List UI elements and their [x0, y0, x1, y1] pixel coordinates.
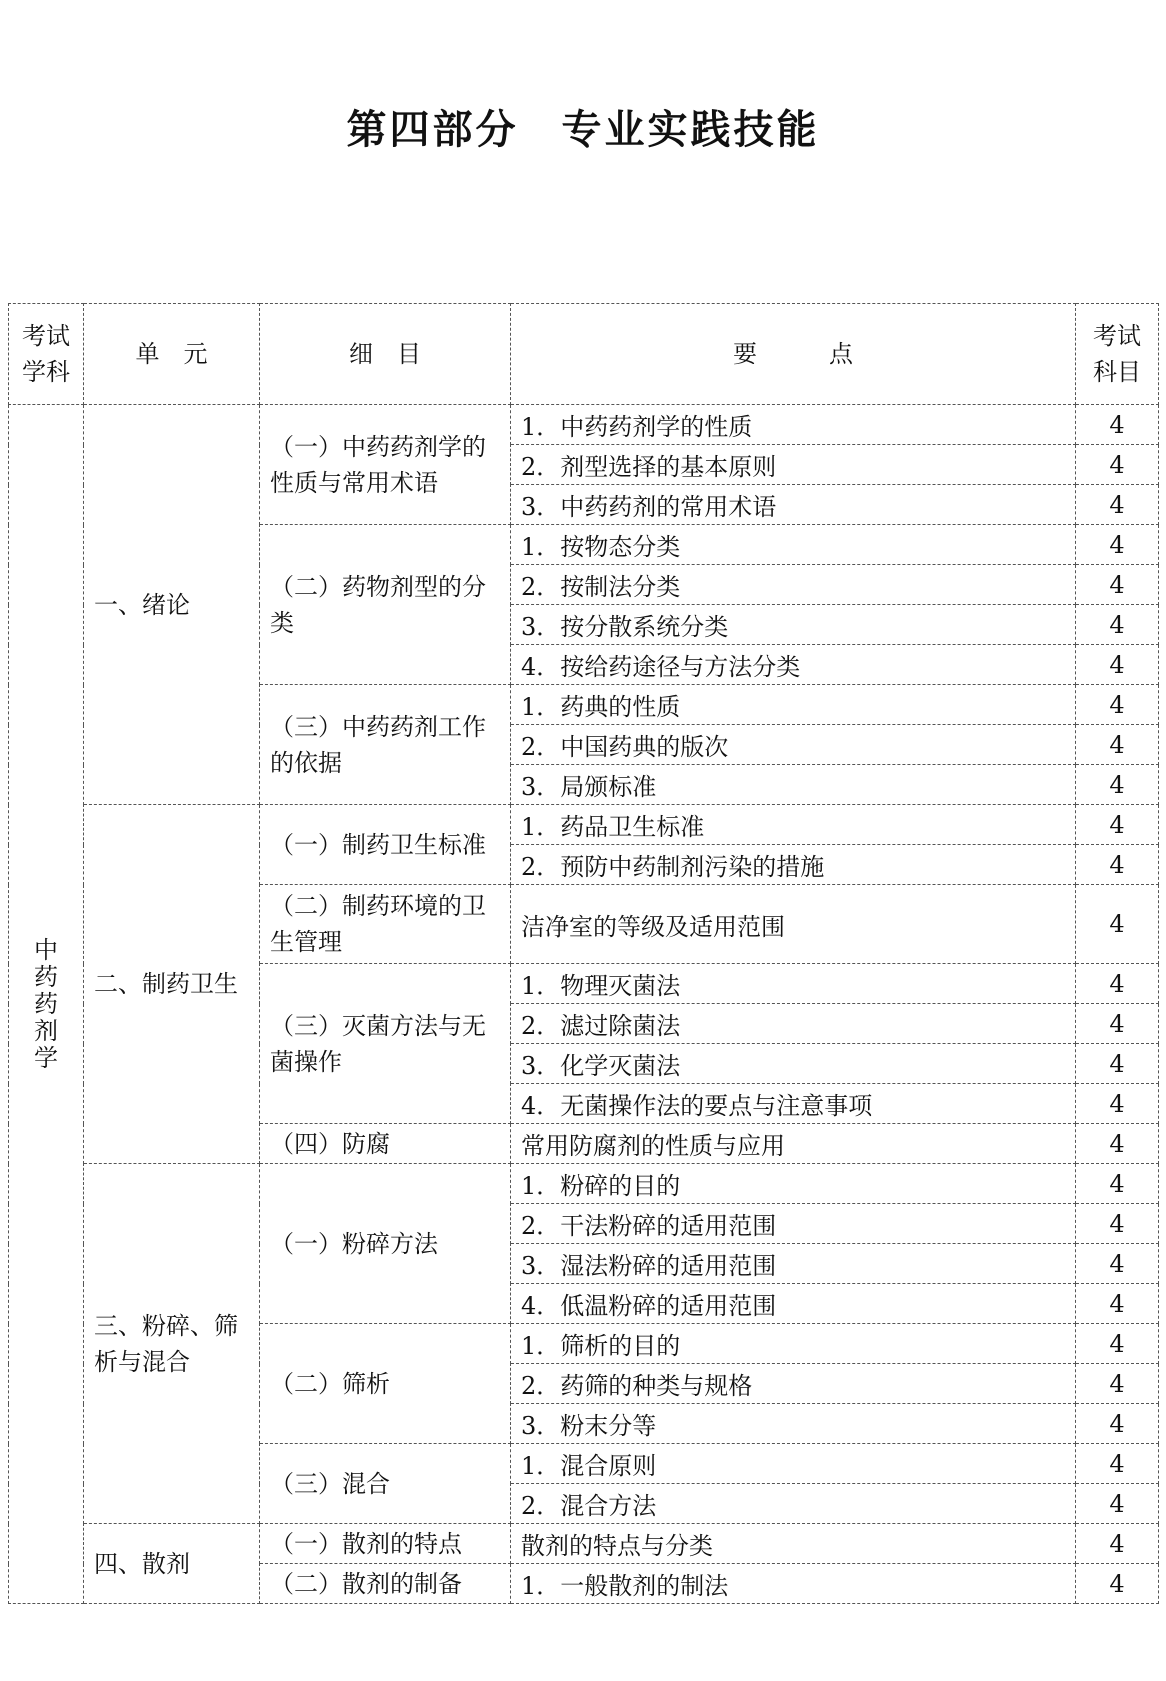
point-cell: 1．物理灭菌法	[511, 964, 1076, 1004]
level-cell: 4	[1076, 1484, 1159, 1524]
level-cell: 4	[1076, 1364, 1159, 1404]
point-cell: 2．剂型选择的基本原则	[511, 445, 1076, 485]
table-header-row	[9, 304, 1159, 405]
point-cell: 2．滤过除菌法	[511, 1004, 1076, 1044]
level-cell: 4	[1076, 1204, 1159, 1244]
detail-cell: （三）中药药剂工作的依据	[260, 685, 511, 805]
level-cell: 4	[1076, 525, 1159, 565]
point-cell: 常用防腐剂的性质与应用	[511, 1124, 1076, 1164]
level-cell: 4	[1076, 1124, 1159, 1164]
header-subject: 考试学科	[9, 304, 84, 405]
point-cell: 1．按物态分类	[511, 525, 1076, 565]
level-cell: 4	[1076, 1164, 1159, 1204]
detail-cell: （一）中药药剂学的性质与常用术语	[260, 405, 511, 525]
point-cell: 2．药筛的种类与规格	[511, 1364, 1076, 1404]
level-cell: 4	[1076, 1004, 1159, 1044]
point-cell: 3．局颁标准	[511, 765, 1076, 805]
level-cell: 4	[1076, 1284, 1159, 1324]
point-cell: 1．药品卫生标准	[511, 805, 1076, 845]
level-cell: 4	[1076, 565, 1159, 605]
point-cell: 1．筛析的目的	[511, 1324, 1076, 1364]
header-detail: 细 目	[260, 304, 511, 405]
header-level: 考试科目	[1076, 304, 1159, 405]
point-cell: 2．按制法分类	[511, 565, 1076, 605]
level-cell: 4	[1076, 605, 1159, 645]
detail-cell: （一）制药卫生标准	[260, 805, 511, 885]
point-cell: 2．干法粉碎的适用范围	[511, 1204, 1076, 1244]
point-cell: 2．中国药典的版次	[511, 725, 1076, 765]
point-cell: 3．按分散系统分类	[511, 605, 1076, 645]
point-cell: 4．低温粉碎的适用范围	[511, 1284, 1076, 1324]
syllabus-table	[8, 303, 1159, 1604]
level-cell: 4	[1076, 645, 1159, 685]
point-cell: 1．药典的性质	[511, 685, 1076, 725]
point-cell: 1．混合原则	[511, 1444, 1076, 1484]
subject-cell	[9, 405, 84, 1604]
level-cell: 4	[1076, 885, 1159, 964]
level-cell: 4	[1076, 1564, 1159, 1604]
point-cell: 2．混合方法	[511, 1484, 1076, 1524]
table-body	[9, 405, 1159, 1604]
level-cell: 4	[1076, 445, 1159, 485]
point-cell: 1．一般散剂的制法	[511, 1564, 1076, 1604]
level-cell: 4	[1076, 1524, 1159, 1564]
point-cell: 3．湿法粉碎的适用范围	[511, 1244, 1076, 1284]
level-cell: 4	[1076, 765, 1159, 805]
detail-cell: （二）筛析	[260, 1324, 511, 1444]
point-cell: 洁净室的等级及适用范围	[511, 885, 1076, 964]
point-cell: 4．按给药途径与方法分类	[511, 645, 1076, 685]
unit-cell: 一、绪论	[84, 405, 260, 805]
header-point: 要 点	[511, 304, 1076, 405]
level-cell: 4	[1076, 805, 1159, 845]
point-cell: 散剂的特点与分类	[511, 1524, 1076, 1564]
level-cell: 4	[1076, 964, 1159, 1004]
point-cell: 2．预防中药制剂污染的措施	[511, 845, 1076, 885]
point-cell: 1．中药药剂学的性质	[511, 405, 1076, 445]
detail-cell: （三）灭菌方法与无菌操作	[260, 964, 511, 1124]
detail-cell: （二）制药环境的卫生管理	[260, 885, 511, 964]
point-cell: 3．中药药剂的常用术语	[511, 485, 1076, 525]
point-cell: 4．无菌操作法的要点与注意事项	[511, 1084, 1076, 1124]
unit-cell: 三、粉碎、筛析与混合	[84, 1164, 260, 1524]
table-row	[9, 1164, 1159, 1204]
detail-cell: （三）混合	[260, 1444, 511, 1524]
page-title: 第四部分 专业实践技能	[346, 107, 820, 153]
header-unit: 单 元	[84, 304, 260, 405]
level-cell: 4	[1076, 685, 1159, 725]
unit-cell: 二、制药卫生	[84, 805, 260, 1164]
unit-cell: 四、散剂	[84, 1524, 260, 1604]
level-cell: 4	[1076, 1084, 1159, 1124]
level-cell: 4	[1076, 1324, 1159, 1364]
level-cell: 4	[1076, 845, 1159, 885]
level-cell: 4	[1076, 405, 1159, 445]
point-cell: 3．粉末分等	[511, 1404, 1076, 1444]
level-cell: 4	[1076, 485, 1159, 525]
level-cell: 4	[1076, 1444, 1159, 1484]
point-cell: 3．化学灭菌法	[511, 1044, 1076, 1084]
level-cell: 4	[1076, 1404, 1159, 1444]
detail-cell: （二）药物剂型的分类	[260, 525, 511, 685]
level-cell: 4	[1076, 1244, 1159, 1284]
table-row	[9, 405, 1159, 445]
detail-cell: （二）散剂的制备	[260, 1564, 511, 1604]
detail-cell: （四）防腐	[260, 1124, 511, 1164]
table-row	[9, 1524, 1159, 1564]
detail-cell: （一）散剂的特点	[260, 1524, 511, 1564]
level-cell: 4	[1076, 1044, 1159, 1084]
point-cell: 1．粉碎的目的	[511, 1164, 1076, 1204]
table-row	[9, 805, 1159, 845]
detail-cell: （一）粉碎方法	[260, 1164, 511, 1324]
level-cell: 4	[1076, 725, 1159, 765]
subject-label: 中药药剂学	[34, 935, 58, 1072]
